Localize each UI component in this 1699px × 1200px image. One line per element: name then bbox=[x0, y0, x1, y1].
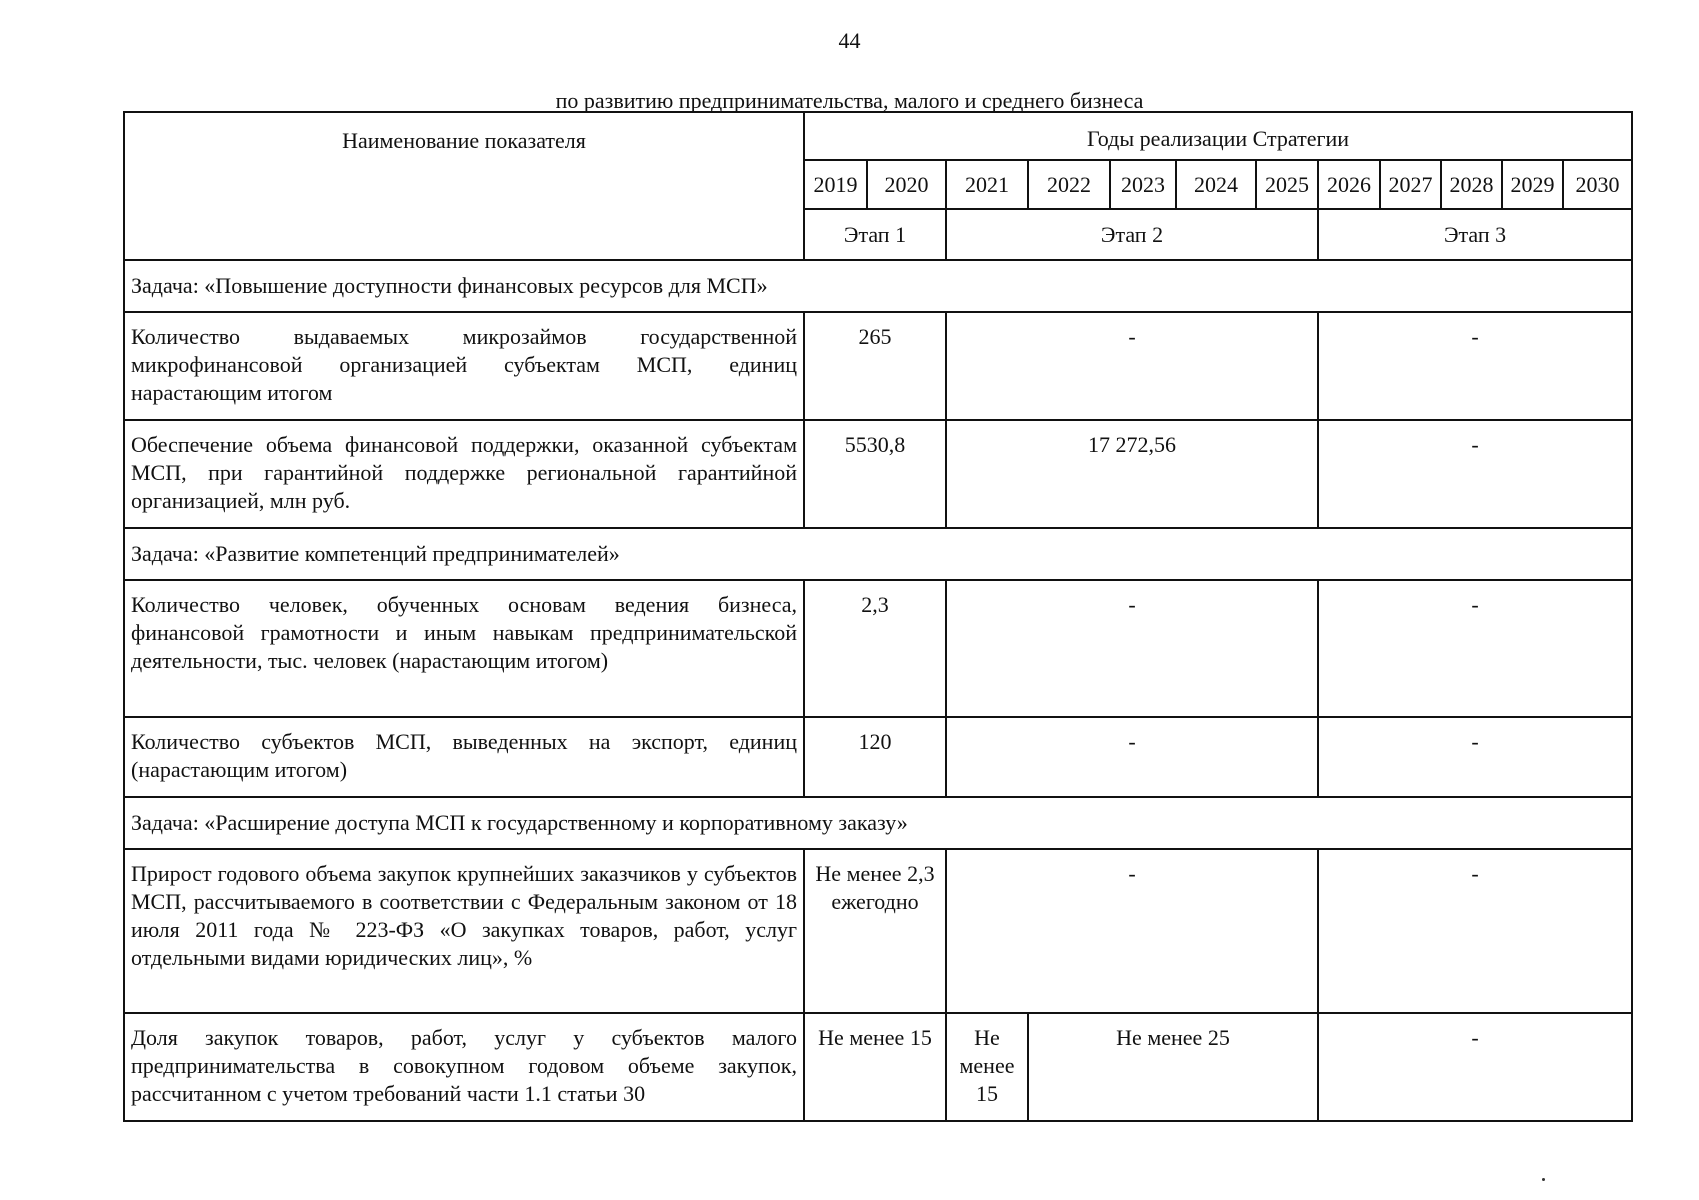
year-header: 2021 bbox=[946, 160, 1028, 209]
stage1-value: Не менее 15 bbox=[804, 1013, 946, 1121]
year-header: 2030 bbox=[1563, 160, 1632, 209]
stage1-value: 265 bbox=[804, 312, 946, 420]
page-number: 44 bbox=[838, 28, 861, 53]
indicator-name: Количество выдаваемых микрозаймов государственной микрофинансовой организацией субъектам МСП, единиц нарастающим итогом bbox=[124, 312, 804, 420]
years-2022-2025-value: Не менее 25 bbox=[1028, 1013, 1318, 1121]
year-header: 2026 bbox=[1318, 160, 1380, 209]
years-header: Годы реализации Стратегии bbox=[804, 112, 1632, 160]
year-2021-value: Не менее 15 bbox=[946, 1013, 1028, 1121]
year-header: 2019 bbox=[804, 160, 867, 209]
table-caption: по развитию предпринимательства, малого и среднего бизнеса bbox=[555, 88, 1144, 113]
year-header: 2029 bbox=[1502, 160, 1563, 209]
indicators-table bbox=[123, 111, 1633, 1122]
stage3-value: - bbox=[1318, 420, 1632, 528]
task-heading: Задача: «Развитие компетенций предпринимателей» bbox=[124, 528, 1632, 580]
indicator-name: Обеспечение объема финансовой поддержки, оказанной субъектам МСП, при гарантийной поддержке региональной гарантийной организацией, млн руб. bbox=[124, 420, 804, 528]
scan-speck bbox=[1542, 1178, 1545, 1181]
year-header: 2024 bbox=[1176, 160, 1256, 209]
year-header: 2027 bbox=[1380, 160, 1441, 209]
stage3-value: - bbox=[1318, 849, 1632, 1013]
indicator-name: Прирост годового объема закупок крупнейших заказчиков у субъектов МСП, рассчитываемого в соответствии с Федеральным законом от 18 июля 2011 года № 223-ФЗ «О закупках товаров, работ, услуг отдельными видами юридических лиц», % bbox=[124, 849, 804, 1013]
stage-header: Этап 1 bbox=[804, 209, 946, 260]
stage3-value: - bbox=[1318, 312, 1632, 420]
stage2-value: 17 272,56 bbox=[946, 420, 1318, 528]
stage3-value: - bbox=[1318, 717, 1632, 797]
year-header: 2020 bbox=[867, 160, 946, 209]
stage-header: Этап 3 bbox=[1318, 209, 1632, 260]
year-header: 2028 bbox=[1441, 160, 1502, 209]
stage-header: Этап 2 bbox=[946, 209, 1318, 260]
year-header: 2023 bbox=[1110, 160, 1176, 209]
year-header: 2025 bbox=[1256, 160, 1318, 209]
year-header: 2022 bbox=[1028, 160, 1110, 209]
stage3-value: - bbox=[1318, 580, 1632, 717]
stage2-value: - bbox=[946, 849, 1318, 1013]
task-heading: Задача: «Повышение доступности финансовых ресурсов для МСП» bbox=[124, 260, 1632, 312]
task-heading: Задача: «Расширение доступа МСП к государственному и корпоративному заказу» bbox=[124, 797, 1632, 849]
stage1-value: 120 bbox=[804, 717, 946, 797]
stage1-value: 2,3 bbox=[804, 580, 946, 717]
indicator-name: Доля закупок товаров, работ, услуг у субъектов малого предпринимательства в совокупном годовом объеме закупок, рассчитанном с учетом требований части 1.1 статьи 30 bbox=[124, 1013, 804, 1121]
indicator-name: Количество человек, обученных основам ведения бизнеса, финансовой грамотности и иным навыкам предпринимательской деятельности, тыс. человек (нарастающим итогом) bbox=[124, 580, 804, 717]
stage1-value: 5530,8 bbox=[804, 420, 946, 528]
name-column-header: Наименование показателя bbox=[124, 112, 804, 260]
stage3-value: - bbox=[1318, 1013, 1632, 1121]
stage1-value: Не менее 2,3 ежегодно bbox=[804, 849, 946, 1013]
stage2-value: - bbox=[946, 312, 1318, 420]
stage2-value: - bbox=[946, 580, 1318, 717]
stage2-value: - bbox=[946, 717, 1318, 797]
indicator-name: Количество субъектов МСП, выведенных на экспорт, единиц (нарастающим итогом) bbox=[124, 717, 804, 797]
